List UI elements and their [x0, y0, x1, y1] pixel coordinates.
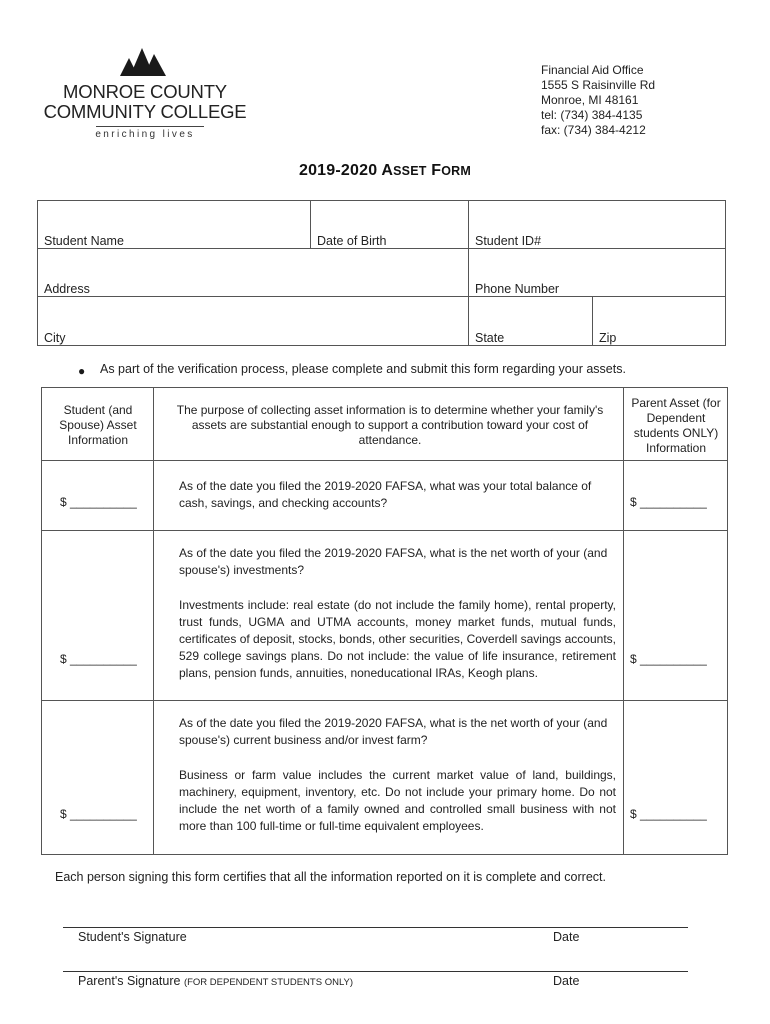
title-letter: A — [381, 162, 394, 179]
title-letter: F — [431, 162, 442, 179]
college-logo-icon — [120, 48, 168, 76]
office-street: 1555 S Raisinville Rd — [541, 78, 656, 92]
logo-tagline: enriching lives — [95, 129, 195, 140]
phone-number-field[interactable] — [469, 249, 725, 296]
table-divider — [623, 387, 624, 855]
parent-signature-text: Parent's Signature — [78, 974, 181, 988]
date-of-birth-field[interactable] — [311, 201, 468, 248]
logo-college-name-line2: COMMUNITY COLLEGE — [43, 101, 247, 122]
title-smallcaps: ORM — [441, 164, 471, 178]
table-border — [41, 387, 42, 855]
bullet-icon: ● — [78, 364, 86, 378]
table-divider — [41, 700, 728, 701]
table-border — [41, 854, 728, 855]
city-label: City — [44, 331, 66, 345]
zip-field[interactable] — [593, 297, 725, 345]
state-field[interactable] — [469, 297, 592, 345]
header-purpose: The purpose of collecting asset information is to determine whether your family's assets are substantial enough to support a contribution toward your cost of attendance. — [176, 403, 604, 447]
form-title — [0, 162, 770, 180]
student-investments-input[interactable]: $ __________ — [60, 652, 137, 666]
form-title-year: 2019-2020 — [298, 162, 378, 179]
parent-signature-line[interactable] — [63, 971, 688, 972]
student-signature-label: Student's Signature — [78, 930, 187, 944]
business-farm-question: As of the date you filed the 2019-2020 FAFSA, what is the net worth of your (and spouse's) current business and/or invest farm? — [179, 716, 608, 747]
cash-savings-question: As of the date you filed the 2019-2020 FAFSA, what was your total balance of cash, savings, and checking accounts? — [179, 479, 592, 510]
office-phone: tel: (734) 384-4135 — [541, 108, 643, 122]
form-title-asset — [381, 162, 426, 179]
table-border — [727, 387, 728, 855]
business-farm-detail: Business or farm value includes the current market value of land, buildings, machinery, equipment, inventory, etc. Do not include your primary home. Do not include the net worth of a family owned and controlled small business with not more than 100 full-time or full-time equivalent employees. — [179, 768, 616, 833]
table-border — [41, 387, 728, 388]
certification-statement: Each person signing this form certifies that all the information reported on it is complete and correct. — [55, 870, 606, 884]
grid-border — [37, 345, 726, 346]
logo-divider — [96, 126, 204, 127]
form-title-form — [431, 162, 471, 179]
verification-instruction: As part of the verification process, please complete and submit this form regarding your assets. — [100, 362, 626, 376]
date-of-birth-label: Date of Birth — [317, 234, 387, 248]
city-field[interactable] — [38, 297, 468, 345]
student-info-grid — [37, 200, 726, 346]
student-name-label: Student Name — [44, 234, 124, 248]
parent-signature-label — [78, 974, 353, 988]
student-name-field[interactable] — [38, 201, 310, 248]
asset-table — [41, 387, 728, 855]
phone-number-label: Phone Number — [475, 282, 560, 296]
table-divider — [41, 460, 728, 461]
student-date-label: Date — [553, 930, 580, 944]
office-name: Financial Aid Office — [541, 63, 644, 77]
address-label: Address — [44, 282, 90, 296]
student-cash-input[interactable]: $ __________ — [60, 495, 137, 509]
header-parent-assets: Parent Asset (for Dependent students ONLY) Information — [631, 396, 721, 455]
office-fax: fax: (734) 384-4212 — [541, 123, 646, 137]
table-divider — [153, 387, 154, 855]
student-id-field[interactable] — [469, 201, 725, 248]
student-id-label: Student ID# — [475, 234, 542, 248]
state-label: State — [475, 331, 505, 345]
title-smallcaps: SSET — [393, 164, 427, 178]
parent-business-input[interactable]: $ __________ — [630, 807, 707, 821]
investments-detail: Investments include: real estate (do not include the family home), rental property, trust funds, UGMA and UTMA accounts, money market funds, mutual funds, certificates of deposit, stocks, bonds, other securities, Coverdell savings accounts, 529 college savings plans. Do not include: the value of life insurance, retirement plans, pension funds, annuities, noneducational IRAs, Keogh plans. — [179, 598, 616, 680]
zip-label: Zip — [599, 331, 617, 345]
table-divider — [41, 530, 728, 531]
parent-signature-note: (FOR DEPENDENT STUDENTS ONLY) — [183, 977, 354, 988]
address-field[interactable] — [38, 249, 468, 296]
header-student-assets: Student (and Spouse) Asset Information — [59, 403, 137, 447]
grid-border — [725, 200, 726, 346]
parent-investments-input[interactable]: $ __________ — [630, 652, 707, 666]
parent-date-label: Date — [553, 974, 580, 988]
student-business-input[interactable]: $ __________ — [60, 807, 137, 821]
investments-question: As of the date you filed the 2019-2020 FAFSA, what is the net worth of your (and spouse's) investments? — [179, 546, 608, 577]
logo-college-name-line1: MONROE COUNTY — [63, 81, 227, 102]
student-signature-line[interactable] — [63, 927, 688, 928]
parent-cash-input[interactable]: $ __________ — [630, 495, 707, 509]
office-city: Monroe, MI 48161 — [541, 93, 639, 107]
